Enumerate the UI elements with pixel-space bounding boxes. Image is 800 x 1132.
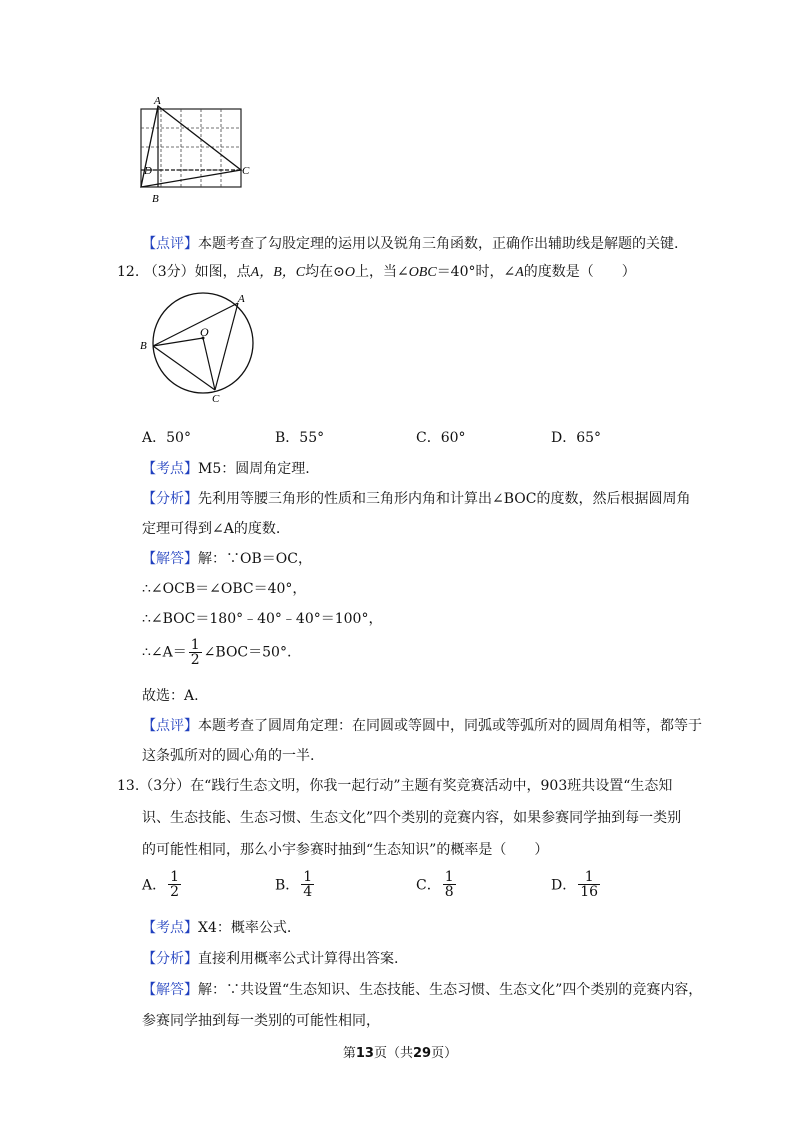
q12-fenxi-line2: 定理可得到∠A的度数. [142, 521, 281, 537]
option-text: 65° [576, 430, 602, 446]
fraction-numerator: 1 [190, 637, 200, 653]
fenxi-text: 先利用等腰三角形的性质和三角形内角和计算出∠BOC的度数，然后根据圆周角 [198, 491, 691, 507]
q13-score: （3分） [139, 778, 191, 794]
option-text: 55° [299, 430, 325, 446]
label-B: B [152, 193, 159, 205]
label-C: C [212, 393, 220, 405]
fraction-denominator: 4 [303, 884, 313, 900]
q12-option-b[interactable] [275, 427, 324, 447]
grid-triangle-figure [134, 94, 264, 206]
total-pages-number: 29 [413, 1046, 432, 1061]
q12-number: 12. [117, 264, 140, 280]
fraction-denominator: 2 [170, 884, 180, 900]
q12-option-d[interactable] [551, 427, 601, 447]
label-D: D [144, 165, 152, 177]
q13-stem-line1 [117, 775, 672, 795]
q12-stem-a: A [515, 265, 524, 280]
kaodian-tag: 【考点】 [142, 920, 198, 936]
jieda-text: 解：∵共设置“生态知识、生态技能、生态习惯、生态文化”四个类别的竞赛内容， [198, 982, 703, 998]
fraction [578, 870, 600, 899]
q13-number: 13. [117, 778, 140, 794]
option-letter: A． [142, 430, 167, 446]
q12-stem-mid: 均在⊙ [305, 264, 345, 280]
option-letter: C． [416, 430, 441, 446]
q13-jieda-line1 [142, 979, 702, 999]
option-letter: C． [416, 877, 441, 894]
option-letter: B． [275, 877, 300, 894]
option-letter: B． [275, 430, 300, 446]
dianping-text: 本题考查了圆周角定理：在同圆或等圆中，同弧或等弧所对的圆周角相等，都等于 [198, 718, 702, 734]
fenxi-text: 直接利用概率公式计算得出答案. [198, 951, 399, 967]
label-C: C [242, 165, 250, 177]
dianping-tag: 【点评】 [142, 718, 198, 734]
q13-kaodian [142, 917, 291, 937]
fraction-numerator: 1 [170, 869, 180, 885]
fraction [301, 870, 314, 899]
option-letter: D． [551, 430, 577, 446]
footer-prefix: 第 [342, 1046, 356, 1061]
fraction [168, 870, 181, 899]
q13-option-a[interactable] [142, 870, 183, 899]
q12-step-2: ∴∠BOC＝180°﹣40°﹣40°＝100°， [142, 611, 383, 627]
fraction-numerator: 1 [303, 869, 313, 885]
q12-jieda [142, 548, 312, 568]
q12-stem-o: O [344, 265, 355, 280]
step-post: ∠BOC＝50°. [203, 644, 292, 661]
q12-stem [117, 261, 636, 281]
q13-jieda-line2: 参赛同学抽到每一类别的可能性相同， [142, 1013, 380, 1029]
option-text: 60° [440, 430, 466, 446]
q13-stem-line3: 的可能性相同，那么小宇参赛时抽到“生态知识”的概率是（ ） [142, 842, 549, 858]
q11-comment [142, 233, 678, 253]
q12-stem-mid3: ＝40°时，∠ [436, 264, 516, 280]
option-text: 50° [166, 430, 191, 446]
q12-stem-mid2: 上，当∠ [354, 264, 409, 280]
circle-figure [136, 290, 266, 405]
fraction-denominator: 16 [580, 884, 599, 900]
fenxi-tag: 【分析】 [142, 951, 198, 967]
q12-stem-pre: 如图，点 [194, 264, 251, 280]
label-O: O [200, 325, 209, 339]
fraction [443, 870, 456, 899]
fraction-numerator: 1 [444, 869, 454, 885]
q13-stem-line2: 识、生态技能、生态习惯、生态文化”四个类别的竞赛内容，如果参赛同学抽到每一类别 [142, 810, 682, 826]
comment-text: 本题考查了勾股定理的运用以及锐角三角函数，正确作出辅助线是解题的关键. [198, 236, 679, 252]
q12-score: （3分） [143, 264, 195, 280]
comment-tag: 【点评】 [142, 236, 198, 252]
q12-stem-points: A，B，C [250, 265, 306, 280]
q12-fenxi-line1 [142, 488, 690, 508]
q12-option-c[interactable] [416, 427, 466, 447]
current-page-number: 13 [355, 1046, 374, 1061]
q12-kaodian [142, 458, 310, 478]
fraction-denominator: 2 [190, 652, 200, 668]
q12-stem-obc: OBC [408, 265, 437, 280]
kaodian-text: X4：概率公式. [198, 920, 292, 936]
q12-step-3 [142, 638, 291, 667]
q13-option-d[interactable] [551, 870, 602, 899]
footer-suffix: 页） [431, 1046, 458, 1061]
page-footer [0, 1042, 800, 1061]
fraction-denominator: 8 [444, 884, 454, 900]
q12-stem-end: 的度数是（ ） [523, 264, 636, 280]
fraction [189, 638, 202, 667]
q12-dianping-line1 [142, 715, 702, 735]
q12-dianping-line2: 这条弧所对的圆心角的一半. [142, 748, 315, 764]
kaodian-text: M5：圆周角定理. [198, 461, 310, 477]
fraction-numerator: 1 [578, 870, 600, 885]
q12-option-a[interactable] [142, 427, 191, 447]
kaodian-tag: 【考点】 [142, 461, 198, 477]
fenxi-tag: 【分析】 [142, 491, 198, 507]
q13-option-c[interactable] [416, 870, 458, 899]
jieda-tag: 【解答】 [142, 551, 198, 567]
jieda-text: 解：∵OB＝OC， [198, 551, 312, 567]
step-pre: ∴∠A＝ [142, 644, 187, 661]
option-letter: D． [551, 877, 577, 894]
q12-step-1: ∴∠OCB＝∠OBC＝40°， [142, 581, 307, 597]
jieda-tag: 【解答】 [142, 982, 198, 998]
q13-text: 在“践行生态文明，你我一起行动”主题有奖竞赛活动中，903班共设置“生态知 [190, 778, 673, 794]
q13-option-b[interactable] [275, 870, 316, 899]
label-A: A [238, 293, 245, 305]
option-letter: A． [142, 877, 167, 894]
label-B: B [140, 340, 147, 352]
footer-mid: 页（共 [373, 1046, 413, 1061]
label-A: A [154, 95, 161, 107]
q12-choose: 故选：A. [142, 688, 199, 704]
q13-fenxi [142, 948, 398, 968]
